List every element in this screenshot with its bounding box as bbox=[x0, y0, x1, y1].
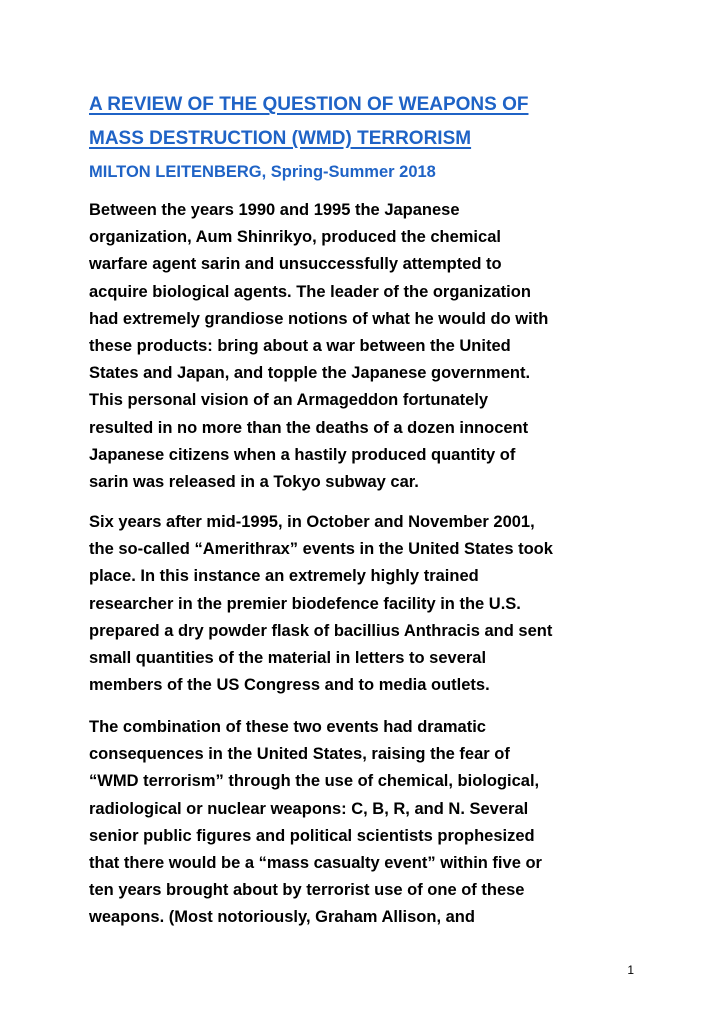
text-line: States and Japan, and topple the Japanese government. bbox=[89, 364, 531, 383]
text-line: radiological or nuclear weapons: C, B, R, and N. Several bbox=[89, 799, 529, 818]
text-line: members of the US Congress and to media outlets. bbox=[89, 676, 490, 695]
text-line: “WMD terrorism” through the use of chemical, biological, bbox=[89, 772, 540, 791]
text-line: resulted in no more than the deaths of a dozen innocent bbox=[89, 418, 529, 437]
title-line: MASS DESTRUCTION (WMD) TERRORISM bbox=[89, 128, 472, 149]
text-line: acquire biological agents. The leader of the organization bbox=[89, 282, 531, 301]
text-line: the so-called “Amerithrax” events in the United States took bbox=[89, 540, 553, 559]
text-line: Japanese citizens when a hastily produced quantity of bbox=[89, 445, 516, 464]
text-line: warfare agent sarin and unsuccessfully attempted to bbox=[89, 255, 502, 274]
text-line: weapons. (Most notoriously, Graham Allison, and bbox=[89, 908, 475, 927]
text-line: This personal vision of an Armageddon fortunately bbox=[89, 391, 489, 410]
text-line: prepared a dry powder flask of bacillius Anthracis and sent bbox=[89, 621, 553, 640]
paragraph-1 bbox=[89, 197, 649, 496]
text-line: consequences in the United States, raising the fear of bbox=[89, 745, 510, 764]
text-line: ten years brought about by terrorist use of one of these bbox=[89, 881, 525, 900]
paragraph-2 bbox=[89, 509, 649, 699]
text-line: The combination of these two events had dramatic bbox=[89, 718, 486, 736]
page-number: 1 bbox=[627, 963, 634, 977]
text-line: senior public figures and political scientists prophesized bbox=[89, 826, 535, 845]
paragraph-3 bbox=[89, 714, 649, 932]
text-line: organization, Aum Shinrikyo, produced the chemical bbox=[89, 228, 501, 247]
title-line: A REVIEW OF THE QUESTION OF WEAPONS OF bbox=[89, 94, 529, 115]
text-line: had extremely grandiose notions of what he would do with bbox=[89, 309, 549, 328]
text-line: these products: bring about a war between the United bbox=[89, 337, 511, 356]
text-line: Between the years 1990 and 1995 the Japanese bbox=[89, 201, 460, 219]
text-line: researcher in the premier biodefence facility in the U.S. bbox=[89, 594, 521, 613]
text-line: sarin was released in a Tokyo subway car. bbox=[89, 473, 419, 492]
text-line: Six years after mid-1995, in October and November 2001, bbox=[89, 513, 535, 531]
text-line: place. In this instance an extremely highly trained bbox=[89, 567, 479, 586]
author-byline: MILTON LEITENBERG, Spring-Summer 2018 bbox=[89, 163, 436, 181]
text-line: that there would be a “mass casualty event” within five or bbox=[89, 854, 542, 873]
document-title bbox=[89, 88, 649, 156]
text-line: small quantities of the material in letters to several bbox=[89, 649, 487, 668]
